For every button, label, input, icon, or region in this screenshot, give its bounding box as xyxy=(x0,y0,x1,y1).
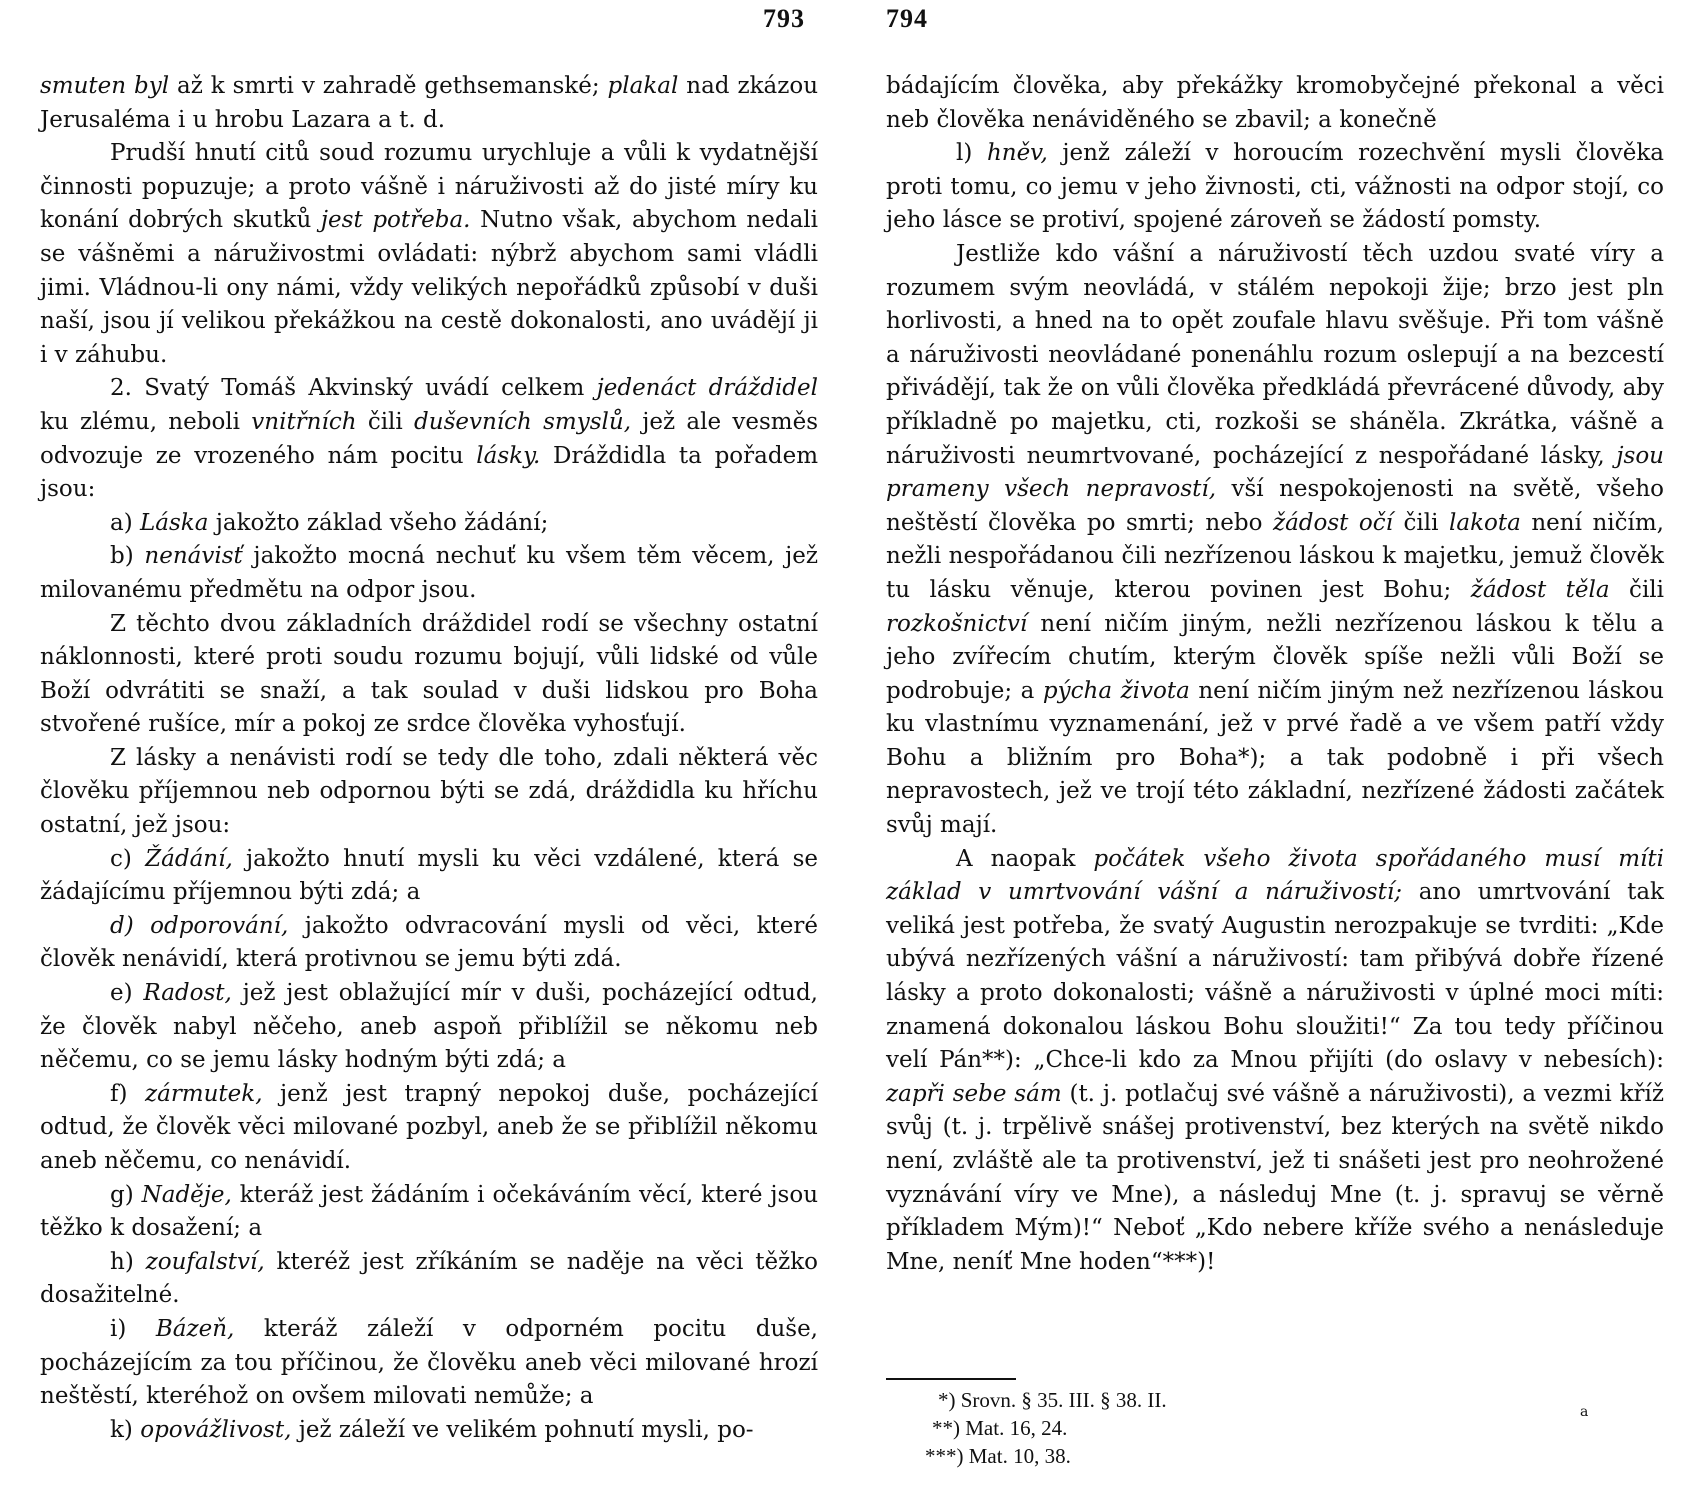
footnote-divider xyxy=(886,1378,1016,1380)
footnote: ***) Mat. 10, 38. xyxy=(925,1444,1071,1468)
text: vší nespokojenosti na světě, všeho neštěstí člověka po smrti; nebo xyxy=(886,476,1664,536)
text: (t. j. potlačuj své vášně a náruživosti), a vezmi kříž svůj (t. j. trpělivě snášej protivenství, bez kterých na světě nikdo není, zvláště ale ta protivenství, jež ti snášeti jest pro neohrožené vyznávání víry ve Mne), a následuj Mne (t. j. spravuj se věrně příkladem Mým)!“ Neboť „Kdo nebere kříže svého a nenásleduje Mne, neníť Mne hoden“***)! xyxy=(886,1080,1664,1275)
list-item xyxy=(40,540,818,607)
page-number-left: 793 xyxy=(763,4,805,33)
text: 2. Svatý Tomáš Akvinský uvádí celkem xyxy=(110,375,597,402)
paragraph: Z lásky a nenávisti rodí se tedy dle toho, zdali některá věc člověku příjemnou neb odpornou býti se zdá, dráždidla ku hříchu ostatní, jež jsou: xyxy=(40,744,818,839)
text: kteráž záleží v odporném pocitu duše, pocházejícím za tou příčinou, že člověku aneb věci milované hrozí neštěstí, kteréhož on ovšem milovati nemůže; a xyxy=(40,1315,818,1410)
emphasis: vnitřních xyxy=(251,408,357,435)
paragraph xyxy=(40,137,818,372)
paragraph xyxy=(40,70,818,137)
emphasis: lakota xyxy=(1449,509,1521,536)
text: nad zkázou Jerusaléma i u hrobu Lazara a t. d. xyxy=(40,73,819,133)
text: jenž jest trapný nepokoj duše, pocházející odtud, že člověk věci milované pozbyl, aneb že se přiblížil někomu aneb něčemu, co nenávidí. xyxy=(40,1080,819,1174)
text: f) xyxy=(110,1080,145,1107)
list-item xyxy=(886,137,1664,238)
text: není ničím jiným než nezřízenou láskou ku vlastnímu vyznamenání, jež v prvé řadě a ve všem patří vždy Bohu a bližním pro Boha*); a tak podobně i při všech nepravostech, jež ve trojí této základní, nezřízené žádosti začátek svůj mají. xyxy=(886,677,1664,839)
emphasis: jsou prameny všech nepravostí, xyxy=(886,442,1664,503)
text: a) xyxy=(110,509,140,536)
list-item xyxy=(40,1246,818,1313)
text: není ničím jiným, nežli nezřízenou láskou k tělu a jeho zvířecím chutím, kterým člověk spíše nežli vůli Boží se podrobuje; a xyxy=(886,610,1664,704)
emphasis: Láska xyxy=(140,509,209,536)
text: jakožto hnutí mysli ku věci vzdálené, která se žádajícímu příjemnou býti zdá; a xyxy=(40,845,819,906)
footnote: **) Mat. 16, 24. xyxy=(932,1416,1068,1440)
text: b) xyxy=(110,543,145,570)
emphasis: d) odporování, xyxy=(110,912,289,939)
emphasis: rozkošnictví xyxy=(886,610,1028,637)
text: l) xyxy=(956,140,987,167)
list-item xyxy=(40,977,818,1078)
list-item xyxy=(40,1078,818,1179)
text: není ničím, nežli nespořádanou čili nezřízenou láskou k majetku, jemuž člověk tu lásku věnuje, kterou povinen jest Bohu; xyxy=(886,509,1664,603)
emphasis: jedenáct dráždidel xyxy=(596,375,818,402)
emphasis: duševních smyslů, xyxy=(414,408,632,435)
emphasis: zoufalství, xyxy=(145,1248,265,1275)
list-item xyxy=(40,910,818,977)
right-column xyxy=(886,70,1664,1279)
footnote: *) Srovn. § 35. III. § 38. II. xyxy=(938,1388,1167,1412)
paragraph: bádajícím člověka, aby překážky kromobyčejné překonal a věci neb člověka nenáviděného se zbavil; a konečně xyxy=(886,73,1664,133)
text: k) xyxy=(110,1416,141,1443)
text: jež jest oblažující mír v duši, pocházející odtud, že člověk nabyl něčeho, aneb aspoň přiblížil se někomu neb něčemu, co se jemu lásky hodným býti zdá; a xyxy=(40,980,818,1074)
paragraph xyxy=(886,238,1664,843)
text: g) xyxy=(110,1181,142,1208)
text: až k smrti v zahradě gethsemanské; xyxy=(169,73,608,99)
emphasis: Naděje, xyxy=(141,1181,232,1208)
text: kteréž jest zříkáním se naděje na věci těžko dosažitelné. xyxy=(40,1248,818,1309)
paragraph xyxy=(40,372,818,506)
emphasis: pýcha života xyxy=(1042,677,1190,704)
list-item xyxy=(40,1414,818,1448)
paragraph xyxy=(886,843,1664,1280)
text: Jestliže kdo vášní a náruživostí těch uzdou svaté víry a rozumem svým neovládá, v stálém nepokoji žije; brzo jest pln horlivosti, a hned na to opět zoufale hlavu svěšuje. Při tom vášně a náruživosti neovládané ponenáhlu rozum oslepují a na bezcestí přivádějí, tak že on vůli člověka předkládá převrácené důvody, aby příkladně po majetku, cti, rozkoši se sháněla. Zkrátka, vášně a náruživosti neumrtvované, pocházející z nespořádané lásky, xyxy=(886,240,1664,469)
text: jakožto základ všeho žádání; xyxy=(208,509,549,536)
list-item xyxy=(40,1179,818,1246)
text: A naopak xyxy=(956,845,1094,872)
text: c) xyxy=(110,845,146,872)
text: jež ale vesměs odvozuje ze vrozeného nám pocitu xyxy=(40,408,818,469)
text: Dráždidla ta pořadem jsou: xyxy=(40,442,818,503)
text: Nutno však, abychom nedali se vášněmi a náruživostmi ovládati: nýbrž abychom sami vládli jimi. Vládnou-li ony námi, vždy velikých nepořádků způsobí v duši naší, jsou jí velikou překážkou na cestě dokonalosti, ano uvádějí ji i v záhubu. xyxy=(40,207,818,368)
page-number-right: 794 xyxy=(886,4,928,33)
emphasis: opovážlivost, xyxy=(140,1416,292,1443)
text: čili xyxy=(1609,576,1665,603)
emphasis: hněv, xyxy=(986,140,1048,167)
text: ku zlému, neboli xyxy=(40,408,252,435)
list-item xyxy=(40,1313,818,1414)
list-item xyxy=(40,843,818,910)
emphasis: plakal xyxy=(607,73,679,99)
emphasis: zármutek, xyxy=(144,1080,263,1107)
emphasis: Radost, xyxy=(143,980,232,1007)
text: h) xyxy=(110,1248,146,1275)
text: jenž záleží v horoucím rozechvění mysli člověka proti tomu, co jemu v jeho živnosti, cti, vážnosti na odpor stojí, co jeho lásce se protiví, spojené zároveň se žádostí pomsty. xyxy=(886,140,1664,234)
text: jakožto mocná nechuť ku všem těm věcem, jež milovanému předmětu na odpor jsou. xyxy=(40,543,818,603)
emphasis: lásky. xyxy=(476,442,541,469)
text: čili xyxy=(1393,509,1450,536)
text: kteráž jest žádáním i očekáváním věcí, které jsou těžko k dosažení; a xyxy=(40,1181,819,1242)
emphasis: žádost očí xyxy=(1272,509,1394,536)
emphasis: zapři sebe sám xyxy=(886,1080,1062,1107)
emphasis: smuten byl xyxy=(40,73,170,99)
emphasis: Žádání, xyxy=(145,845,233,872)
text: Prudší hnutí citů soud rozumu urychluje a vůli k vydatnější činnosti popuzuje; a proto vášně i náruživosti až do jisté míry ku konání dobrých skutků xyxy=(40,140,818,234)
text: i) xyxy=(110,1315,156,1342)
text: ano umrtvování tak veliká jest potřeba, že svatý Augustin nerozpakuje se tvrditi: „Kde ubývá nezřízených vášní a náruživostí: tam přibývá dobře řízené lásky a proto dokonalosti; vášně a náruživosti v úplné moci míti: znamená dokonalou láskou Bohu sloužiti!“ Za tou tedy příčinou velí Pán**): „Chce-li kdo za Mnou přijíti (do oslavy v nebesích): xyxy=(886,879,1664,1074)
stray-mark: a xyxy=(1580,1404,1589,1420)
emphasis: počátek všeho života spořádaného musí míti základ v umrtvování vášní a náruživostí; xyxy=(886,845,1664,906)
emphasis: jest potřeba. xyxy=(320,207,471,234)
emphasis: nenávisť xyxy=(144,543,243,570)
emphasis: Bázeň, xyxy=(155,1315,235,1342)
text: čili xyxy=(356,408,415,435)
text: jež záleží ve velikém pohnutí mysli, po- xyxy=(291,1416,754,1443)
text: e) xyxy=(110,980,144,1007)
emphasis: žádost těla xyxy=(1470,576,1610,603)
paragraph: Z těchto dvou základních dráždidel rodí se všechny ostatní náklonnosti, které proti soudu rozumu bojují, vůli lidské od vůle Boží odvrátiti se snaží, a tak soulad v duši lidskou pro Boha stvořené rušíce, mír a pokoj ze srdce člověka vyhosťují. xyxy=(40,610,818,738)
text: jakožto odvracování mysli od věci, které člověk nenávidí, která protivnou se jemu býti zdá. xyxy=(40,912,818,973)
list-item xyxy=(40,507,818,541)
left-column xyxy=(40,70,818,1447)
